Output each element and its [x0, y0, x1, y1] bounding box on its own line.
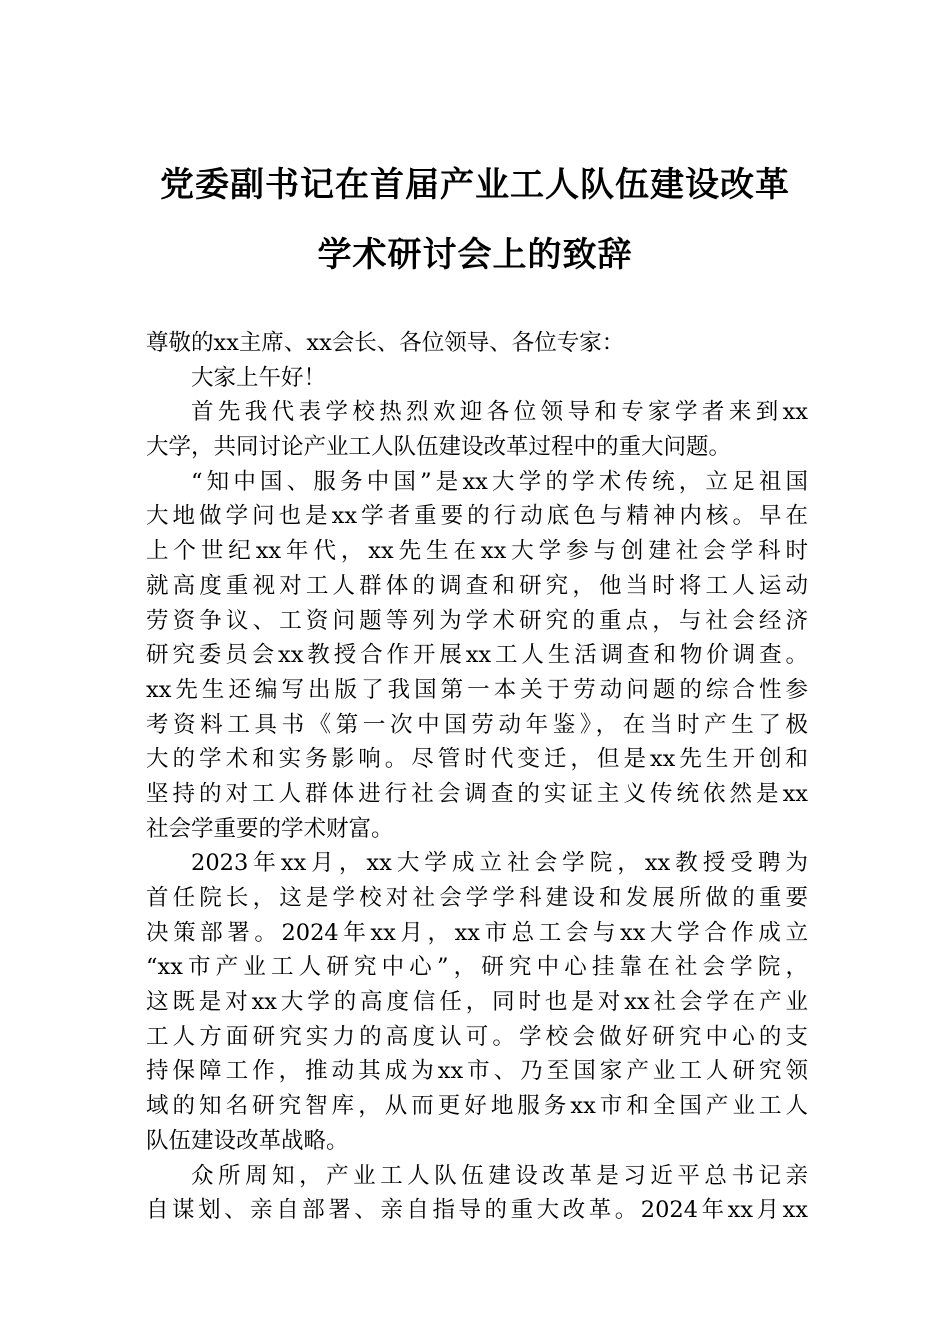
body-text-line: 尊敬的xx主席、xx会长、各位领导、各位专家：: [146, 330, 625, 356]
body-text-line: 域的知名研究智库，从而更好地服务xx市和全国产业工人: [146, 1093, 808, 1120]
body-text-line: 队伍建设改革战略。: [146, 1127, 349, 1154]
document-title-line-1: 党委副书记在首届产业工人队伍建设改革: [160, 165, 790, 205]
body-text-line: 自谋划、亲自部署、亲自指导的重大改革。2024年xx月xx: [146, 1197, 808, 1224]
document-title-line-2: 学术研讨会上的致辞: [317, 235, 633, 275]
body-text-line: 大学，共同讨论产业工人队伍建设改革过程中的重大问题。: [146, 434, 732, 461]
body-text-line: “知中国、服务中国”是xx大学的学术传统，立足祖国: [191, 468, 808, 495]
body-text-line: 考资料工具书《第一次中国劳动年鉴》，在当时产生了极: [146, 711, 808, 738]
body-text-line: 大家上午好！: [191, 364, 327, 391]
body-text-line: 研究委员会xx教授合作开展xx工人生活调查和物价调查。: [146, 642, 808, 669]
document-body: [146, 326, 808, 1228]
body-text-line: 2023年xx月，xx大学成立社会学院，xx教授受聘为: [191, 850, 808, 877]
body-text-line: 这既是对xx大学的高度信任，同时也是对xx社会学在产业: [146, 989, 808, 1016]
body-text-line: 劳资争议、工资问题等列为学术研究的重点，与社会经济: [146, 607, 808, 634]
body-text-line: 就高度重视对工人群体的调查和研究，他当时将工人运动: [146, 572, 808, 599]
body-text-line: 持保障工作，推动其成为xx市、乃至国家产业工人研究领: [146, 1058, 808, 1085]
body-text-line: 众所周知，产业工人队伍建设改革是习近平总书记亲: [191, 1162, 808, 1189]
body-text-line: 大的学术和实务影响。尽管时代变迁，但是xx先生开创和: [146, 746, 808, 773]
body-text-line: “xx市产业工人研究中心”，研究中心挂靠在社会学院，: [146, 954, 808, 981]
body-text-line: 上个世纪xx年代，xx先生在xx大学参与创建社会学科时: [146, 538, 808, 565]
body-text-line: 工人方面研究实力的高度认可。学校会做好研究中心的支: [146, 1023, 808, 1050]
body-text-line: 决策部署。2024年xx月，xx市总工会与xx大学合作成立: [146, 919, 808, 946]
body-text-line: 首任院长，这是学校对社会学学科建设和发展所做的重要: [146, 885, 808, 911]
body-text-line: 首先我代表学校热烈欢迎各位领导和专家学者来到xx: [191, 399, 808, 426]
body-text-line: 坚持的对工人群体进行社会调查的实证主义传统依然是xx: [146, 780, 808, 807]
body-text-line: 社会学重要的学术财富。: [146, 815, 394, 842]
body-text-line: 大地做学问也是xx学者重要的行动底色与精神内核。早在: [146, 503, 808, 530]
body-text-line: xx先生还编写出版了我国第一本关于劳动问题的综合性参: [146, 676, 808, 703]
